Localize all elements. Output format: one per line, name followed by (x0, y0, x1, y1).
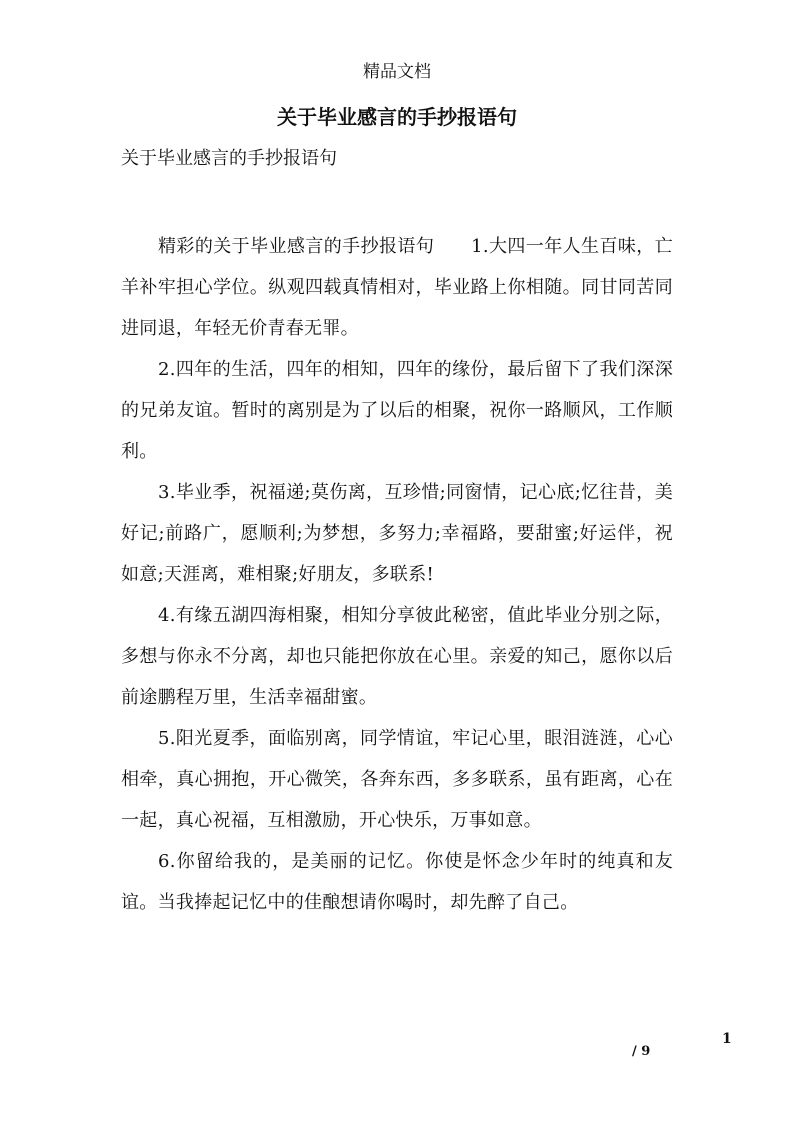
document-body (121, 226, 673, 923)
page-number: 1 (722, 1031, 732, 1047)
document-subtitle: 关于毕业感言的手抄报语句 (121, 148, 337, 169)
paragraph-4: 4.有缘五湖四海相聚，相知分享彼此秘密，值此毕业分别之际，多想与你永不分离，却也只能把你放在心里。亲爱的知己，愿你以后前途鹏程万里，生活幸福甜蜜。 (121, 605, 673, 708)
paragraph-6: 6.你留给我的，是美丽的记忆。你使是怀念少年时的纯真和友谊。当我捧起记忆中的佳酿想请你喝时，却先醉了自己。 (121, 851, 673, 913)
paragraph-3: 3.毕业季，祝福递;莫伤离，互珍惜;同窗情，记心底;忆往昔，美好记;前路广，愿顺利;为梦想，多努力;幸福路，要甜蜜;好运伴，祝如意;天涯离，难相聚;好朋友，多联系! (121, 482, 673, 585)
document-title: 关于毕业感言的手抄报语句 (277, 105, 517, 129)
paragraph-1: 精彩的关于毕业感言的手抄报语句 1.大四一年人生百味，亡羊补牢担心学位。纵观四载真情相对，毕业路上你相随。同甘同苦同进同退，年轻无价青春无罪。 (121, 236, 673, 339)
header-label: 精品文档 (363, 62, 431, 82)
paragraph-5: 5.阳光夏季，面临别离，同学情谊，牢记心里，眼泪涟涟，心心相牵，真心拥抱，开心微笑，各奔东西，多多联系，虽有距离，心在一起，真心祝福，互相激励，开心快乐，万事如意。 (121, 728, 673, 831)
page-total: / 9 (632, 1044, 651, 1059)
paragraph-2: 2.四年的生活，四年的相知，四年的缘份，最后留下了我们深深的兄弟友谊。暂时的离别是为了以后的相聚，祝你一路顺风，工作顺利。 (121, 359, 673, 462)
